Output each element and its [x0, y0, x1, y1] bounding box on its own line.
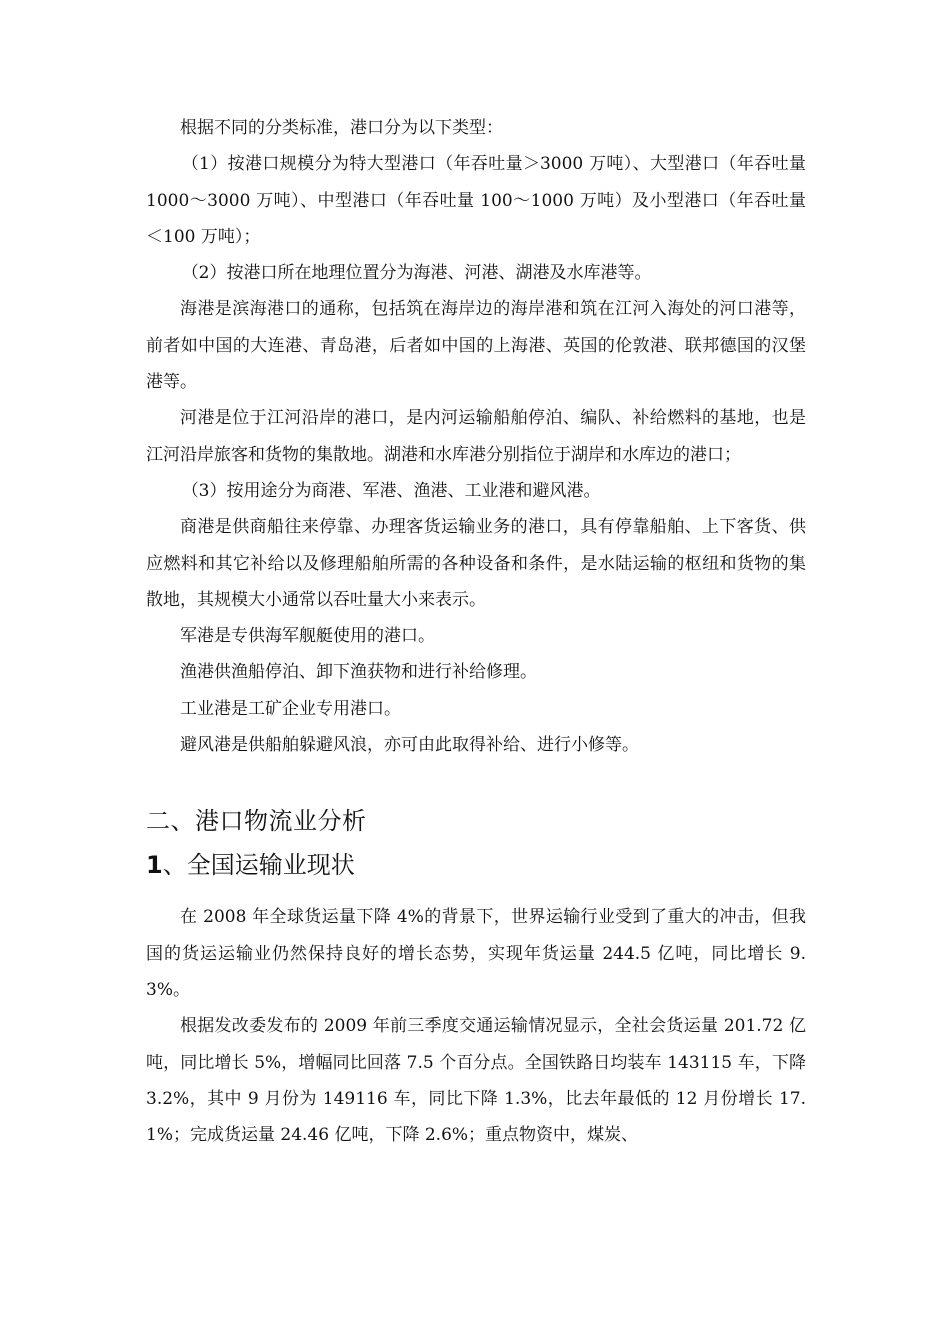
subsection-number: 1 — [146, 851, 163, 880]
paragraph-classification-lead: 根据不同的分类标准，港口分为以下类型： — [180, 118, 503, 138]
paragraph-location-classification: （2）按港口所在地理位置分为海港、河港、湖港及水库港等。 — [181, 263, 652, 284]
paragraph-2009-freight: 根据发改委发布的 2009 年前三季度交通运输情况显示，全社会货运量 201.72 亿吨，同比增长 5%，增幅同比回落 7.5 个百分点。全国铁路日均装车 143115 车，下降 3.2%，其中 9 月份为 149116 车，同比下降 1.3%，比去年最低的 12 月份增长 17.1%；完成货运量 24.46 亿吨，下降 2.6%；重点物资中，煤炭、 — [146, 1016, 806, 1146]
subsection-heading-transport-status — [146, 845, 806, 885]
paragraph-industrial-port: 工业港是工矿企业专用港口。 — [180, 698, 401, 719]
paragraph-commercial-port: 商港是供商船往来停靠、办理客货运输业务的港口，具有停靠船舶、上下客货、供应燃料和其它补给以及修理船舶所需的各种设备和条件，是水陆运输的枢纽和货物的集散地，其规模大小通常以吞吐量大小来表示。 — [146, 517, 806, 610]
paragraph-sea-port: 海港是滨海港口的通称，包括筑在海岸边的海岸港和筑在江河入海处的河口港等，前者如中国的大连港、青岛港，后者如中国的上海港、英国的伦敦港、联邦德国的汉堡港等。 — [146, 299, 806, 393]
paragraph-2008-freight: 在 2008 年全球货运量下降 4%的背景下，世界运输行业受到了重大的冲击，但我国的货运运输业仍然保持良好的增长态势，实现年货运量 244.5 亿吨，同比增长 9.3%。 — [146, 907, 806, 1000]
section-heading-port-logistics: 二、港口物流业分析 — [146, 807, 367, 836]
subsection-title: 、全国运输业现状 — [162, 851, 355, 880]
document-page — [146, 110, 806, 1153]
paragraph-fishing-port: 渔港供渔船停泊、卸下渔获物和进行补给修理。 — [180, 662, 537, 683]
paragraph-scale-classification: （1）按港口规模分为特大型港口（年吞吐量＞3000 万吨）、大型港口（年吞吐量 1000～3000 万吨）、中型港口（年吞吐量 100～1000 万吨）及小型港口（年吞吐量＜100 万吨）； — [146, 154, 806, 247]
paragraph-military-port: 军港是专供海军舰艇使用的港口。 — [180, 626, 435, 647]
paragraph-river-port: 河港是位于江河沿岸的港口，是内河运输船舶停泊、编队、补给燃料的基地，也是江河沿岸旅客和货物的集散地。湖港和水库港分别指位于湖岸和水库边的港口； — [146, 408, 806, 465]
paragraph-usage-classification: （3）按用途分为商港、军港、渔港、工业港和避风港。 — [181, 480, 601, 501]
paragraph-shelter-port: 避风港是供船舶躲避风浪，亦可由此取得补给、进行小修等。 — [180, 735, 639, 756]
